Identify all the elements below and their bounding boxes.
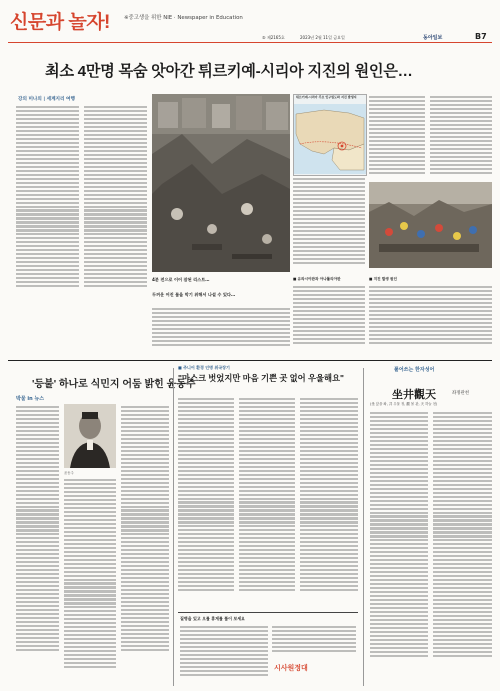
- masthead: [0, 0, 500, 44]
- rescue-photo-image: [369, 182, 492, 268]
- idiom-body-col-1: [370, 410, 428, 682]
- bottom-left-col-2: [64, 477, 116, 682]
- main-article-col-2: [84, 104, 147, 304]
- main-article-right-col: [369, 94, 425, 179]
- main-headline: 최소 4만명 목숨 앗아간 튀르키예-시리아 지진의 원인은…: [45, 63, 413, 80]
- bottom-center-headline: "마스크 벗었지만 마음 기쁜 곳 없어 우울해요": [178, 373, 344, 383]
- section-divider: [8, 360, 492, 361]
- masthead-rule: [8, 42, 492, 43]
- main-article-lower-right-col-2: [369, 284, 492, 354]
- questions-box: [178, 612, 358, 685]
- main-article-lower-right-col-1: [293, 284, 365, 354]
- bottom-left-col-3: [121, 404, 169, 684]
- turkey-syria-map-svg: [294, 104, 366, 174]
- bottom-left-col-1: [16, 404, 59, 684]
- bottom-center-col-2: [239, 396, 295, 606]
- center-text-under-photo: [152, 306, 290, 352]
- idiom-body-col-2: [433, 410, 492, 682]
- idiom-section-label: 풀어쓰는 한자성어: [394, 367, 435, 373]
- questions-text-left: [180, 624, 268, 682]
- pullquote-1: 4분 전으로 이어 잠된 리스트…: [152, 277, 210, 282]
- rescue-photo-svg: [369, 182, 492, 268]
- main-article-col-1: [16, 104, 79, 304]
- masthead-tagline: ※중고생을 위한 NIE · Newspaper in Education: [124, 15, 243, 21]
- pullquote-2: 두꺼운 어진 물을 막기 위해서 나설 수 있다…: [152, 292, 236, 297]
- page-number: B7: [475, 32, 487, 41]
- bottom-left-headline: '등불' 하나로 식민지 어둠 밝힌 윤동주: [32, 379, 196, 390]
- masthead-title: 신문과 놀자!: [10, 12, 110, 33]
- main-byline: 강의 미나의 | 세계지리 여행: [18, 97, 75, 102]
- map-graphic-title: 튀르키예-시리아 주요 인구밀도와 지진 발생지: [296, 95, 357, 99]
- main-photo-rubble: [152, 94, 290, 272]
- rubble-photo-svg: [152, 94, 290, 272]
- subhead-2: ■ 지진 발생 원인: [369, 277, 397, 281]
- bottom-center-kicker: ■ 주니어 환경 인명 위국장기: [178, 365, 230, 370]
- map-graphic: [293, 94, 367, 176]
- portrait-svg: [64, 404, 116, 468]
- issue-date: 2023년 2월 11일 금요일: [300, 35, 345, 40]
- idiom-meaning: (坐 앉을 좌, 井 우물 정, 觀 볼 관, 天 하늘 천): [370, 402, 438, 406]
- portrait-photo: [64, 404, 116, 468]
- questions-title: 질병을 있고 오를 휴게를 풀이 보세요: [180, 616, 245, 621]
- issue-number: ⑤ 제2165호: [262, 35, 285, 40]
- bottom-left-kicker: 박물 in 뉴스: [16, 396, 45, 402]
- column-separator-1: [173, 368, 174, 686]
- idiom-reading: 좌정관천: [452, 391, 469, 396]
- sisa-logo: 시사원정대: [274, 663, 308, 672]
- bottom-center-col-3: [300, 396, 358, 606]
- column-separator-2: [363, 368, 364, 686]
- questions-text-right: [272, 624, 356, 658]
- map-side-text: [293, 176, 365, 272]
- bottom-center-col-1: [178, 396, 234, 606]
- portrait-caption: 윤동주: [64, 471, 74, 475]
- subhead-1: ■ 유라시아판과 아나톨리아판: [293, 277, 341, 281]
- idiom-hanja: 坐井觀天: [392, 388, 436, 401]
- paper-name: 동아일보: [423, 35, 443, 41]
- main-article-far-right-col: [430, 94, 492, 179]
